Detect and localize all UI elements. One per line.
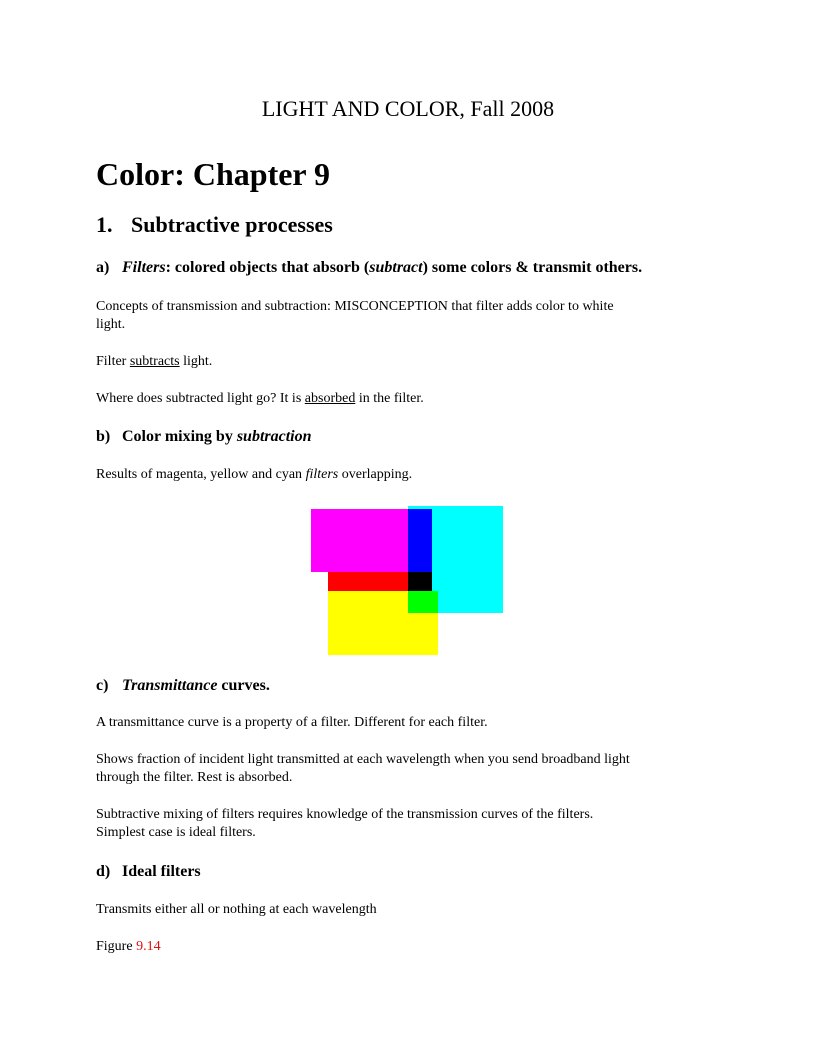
paragraph-filter-subtracts <box>96 353 212 371</box>
paragraph-subtractive-mixing-line1: Subtractive mixing of filters requires knowledge of the transmission curves of the filters. <box>96 807 594 822</box>
paragraph-fraction-line2: through the filter. Rest is absorbed. <box>96 770 293 785</box>
figure-link[interactable]: 9.14 <box>136 939 161 954</box>
underlined-absorbed: absorbed <box>304 391 356 406</box>
magenta-filter <box>311 509 408 572</box>
subheading-label: a) <box>96 259 110 276</box>
section-number: 1. <box>96 212 113 237</box>
paragraph-transmits-all-or-nothing: Transmits either all or nothing at each wavelength <box>96 902 377 917</box>
paragraph-transmittance-property: A transmittance curve is a property of a filter. Different for each filter. <box>96 715 488 730</box>
section-title: Subtractive processes <box>131 212 333 237</box>
subheading-label: c) <box>96 677 109 694</box>
text-span: Filter <box>96 354 130 369</box>
section-heading-subtractive <box>96 212 333 238</box>
subheading-label: d) <box>96 863 111 880</box>
green-overlap-cyan-yellow <box>408 591 438 613</box>
subheading-transmittance <box>96 677 270 695</box>
subheading-filters <box>96 259 642 277</box>
text-span: overlapping. <box>338 467 413 482</box>
subheading-text: ) some colors & transmit others. <box>422 259 643 276</box>
term-subtract: subtract <box>369 259 423 276</box>
text-span: Figure <box>96 939 137 954</box>
text-span: light. <box>179 354 213 369</box>
text-span: Where does subtracted light go? It is <box>96 391 305 406</box>
subheading-text: curves. <box>217 677 270 694</box>
chapter-title: Color: Chapter 9 <box>96 156 331 192</box>
paragraph-misconception-line1: Concepts of transmission and subtraction: MISCONCEPTION that filter adds color to white <box>96 299 614 314</box>
paragraph-absorbed <box>96 390 424 408</box>
yellow-filter <box>328 591 438 655</box>
subheading-text: Color mixing by <box>122 428 237 445</box>
figure-reference <box>96 938 161 956</box>
text-span: Results of magenta, yellow and cyan <box>96 467 306 482</box>
term-filters: Filters <box>122 259 166 276</box>
cyan-filter <box>432 506 503 613</box>
term-filters-italic: filters <box>305 467 339 482</box>
course-title: LIGHT AND COLOR, Fall 2008 <box>261 96 555 121</box>
text-span: in the filter. <box>355 391 424 406</box>
underlined-subtracts: subtracts <box>129 354 180 369</box>
paragraph-filters-overlapping <box>96 466 412 484</box>
subheading-ideal-filters <box>96 863 201 881</box>
cyan-filter-top-strip <box>408 506 432 509</box>
paragraph-subtractive-mixing-line2: Simplest case is ideal filters. <box>96 825 256 840</box>
paragraph-misconception-line2: light. <box>96 317 126 332</box>
blue-overlap-magenta-cyan <box>408 509 432 572</box>
subheading-color-mixing <box>96 428 312 446</box>
term-subtraction: subtraction <box>236 428 312 445</box>
subheading-text: Ideal filters <box>122 863 201 880</box>
subheading-text: : colored objects that absorb ( <box>165 259 370 276</box>
paragraph-fraction-line1: Shows fraction of incident light transmitted at each wavelength when you send broadband light <box>96 752 630 767</box>
black-overlap-all-three <box>408 572 432 591</box>
subheading-label: b) <box>96 428 111 445</box>
term-transmittance: Transmittance <box>122 677 218 694</box>
red-overlap-magenta-yellow <box>328 572 408 591</box>
